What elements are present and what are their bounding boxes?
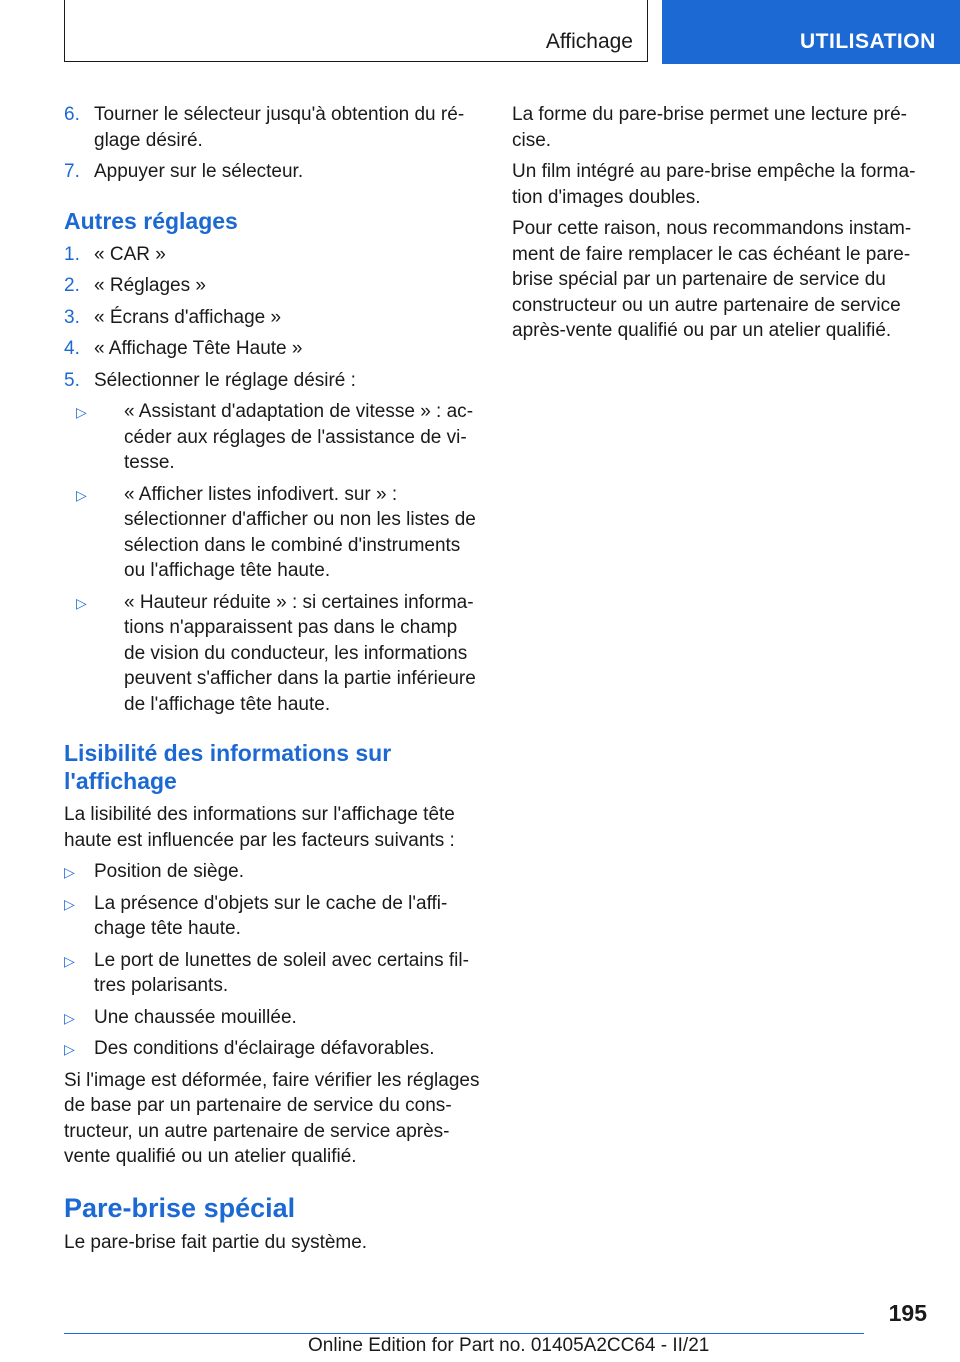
list-item: 5. Sélectionner le réglage désiré :	[64, 369, 356, 391]
triangle-right-icon: ▷	[76, 594, 87, 611]
right-column	[512, 102, 932, 350]
triangle-right-icon: ▷	[76, 486, 87, 503]
paragraph: La forme du pare-brise permet une lecture précise.	[512, 104, 907, 151]
bullet-item: ▷ Des conditions d'éclairage défavorables.	[64, 1036, 482, 1062]
heading-autres-reglages: Autres réglages	[64, 207, 238, 234]
list-item: 1. « CAR »	[64, 243, 166, 265]
paragraph: Si l'image est déformée, faire vérifier les réglages de base par un partenaire de service du constructeur, un autre partenaire de service après-vente qualifié ou un atelier qualifié.	[64, 1069, 480, 1167]
header-chapter: UTILISATION	[662, 0, 960, 64]
bullet-item: ▷ La présence d'objets sur le cache de l'affichage tête haute.	[64, 892, 448, 939]
sub-list-item: ▷ « Hauteur réduite » : si certaines informations n'apparaissent pas dans le champ de vision du conducteur, les informations peuvent s'afficher dans la partie inférieure de l'affichage tête haute.	[76, 591, 476, 715]
heading-lisibilite: Lisibilité des informations sur l'affichage	[64, 740, 392, 794]
header-section: Affichage	[545, 30, 633, 53]
list-item: 4. « Affichage Tête Haute »	[64, 338, 303, 359]
left-column	[64, 102, 482, 1261]
list-item: 6. Tourner le sélecteur jusqu'à obtention du réglage désiré.	[64, 104, 465, 151]
list-item: 2. « Réglages »	[64, 275, 206, 296]
triangle-right-icon: ▷	[64, 952, 75, 969]
list-item: 7. Appuyer sur le sélecteur.	[64, 161, 304, 182]
bullet-item: ▷ Une chaussée mouillée.	[64, 1005, 482, 1031]
sub-list-item: ▷ « Afficher listes infodivert. sur » : sélectionner d'afficher ou non les listes de sélection dans le combiné d'instruments ou l'affichage tête haute.	[76, 483, 476, 581]
heading-pare-brise: Pare-brise spécial	[64, 1192, 296, 1223]
bullet-item: ▷ Le port de lunettes de soleil avec certains filtres polarisants.	[64, 949, 469, 996]
bullet-item: ▷ Position de siège.	[64, 859, 482, 885]
sub-list-item: ▷ « Assistant d'adaptation de vitesse » : accéder aux réglages de l'assistance de vitesse.	[76, 401, 474, 473]
paragraph: Pour cette raison, nous recommandons instamment de faire remplacer le cas échéant le pare-brise spécial par un partenaire de service du constructeur ou un autre partenaire de service après-vente qualifié ou par un atelier qualifié.	[512, 218, 912, 341]
header-box	[64, 0, 648, 62]
triangle-right-icon: ▷	[64, 1041, 75, 1057]
triangle-right-icon: ▷	[76, 404, 87, 420]
paragraph: Le pare-brise fait partie du système.	[64, 1231, 368, 1253]
page-number: 195	[888, 1300, 927, 1326]
triangle-right-icon: ▷	[64, 864, 75, 880]
triangle-right-icon: ▷	[64, 895, 75, 912]
paragraph: Un film intégré au pare-brise empêche la formation d'images doubles.	[512, 161, 916, 208]
list-item: 3. « Écrans d'affichage »	[64, 306, 282, 328]
footer-edition: Online Edition for Part no. 01405A2CC64 - II/21	[308, 1335, 710, 1356]
triangle-right-icon: ▷	[64, 1009, 75, 1026]
paragraph: La lisibilité des informations sur l'affichage tête haute est influencée par les facteurs suivants :	[64, 804, 455, 851]
footer-divider	[64, 1333, 864, 1334]
